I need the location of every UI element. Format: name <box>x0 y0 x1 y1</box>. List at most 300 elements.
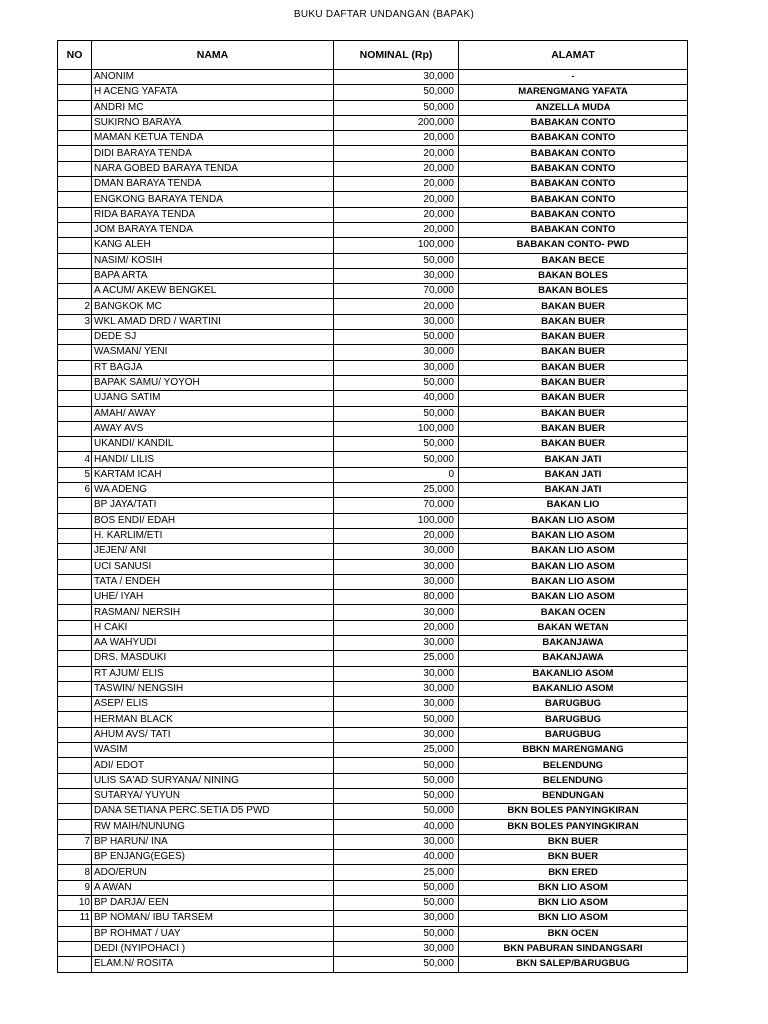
cell-nama: BOS ENDI/ EDAH <box>92 513 334 528</box>
cell-nominal: 20,000 <box>334 131 459 146</box>
cell-nama: RIDA BARAYA TENDA <box>92 207 334 222</box>
cell-nominal: 25,000 <box>334 865 459 880</box>
cell-no <box>58 819 92 834</box>
table-row <box>58 788 688 803</box>
table-row <box>58 865 688 880</box>
cell-no <box>58 559 92 574</box>
cell-alamat: BBKN MARENGMANG <box>459 743 688 758</box>
cell-no <box>58 544 92 559</box>
table-row <box>58 483 688 498</box>
table-row <box>58 284 688 299</box>
table-row <box>58 666 688 681</box>
cell-nominal: 20,000 <box>334 528 459 543</box>
cell-nama: ANDRI MC <box>92 100 334 115</box>
header-no: NO <box>58 41 92 70</box>
cell-nama: TASWIN/ NENGSIH <box>92 681 334 696</box>
cell-alamat: BKN BOLES PANYINGKIRAN <box>459 819 688 834</box>
table-row <box>58 330 688 345</box>
table-row <box>58 911 688 926</box>
cell-alamat: BAKAN BUER <box>459 437 688 452</box>
table-row <box>58 406 688 421</box>
cell-alamat: BELENDUNG <box>459 773 688 788</box>
cell-no: 7 <box>58 834 92 849</box>
cell-nominal: 20,000 <box>334 299 459 314</box>
cell-alamat: BAKAN LIO <box>459 498 688 513</box>
table-row <box>58 590 688 605</box>
cell-nominal: 30,000 <box>334 697 459 712</box>
table-row <box>58 544 688 559</box>
table-row <box>58 391 688 406</box>
table-row <box>58 712 688 727</box>
cell-no <box>58 391 92 406</box>
cell-alamat: BKN ERED <box>459 865 688 880</box>
table-row <box>58 146 688 161</box>
cell-no <box>58 421 92 436</box>
cell-nominal: 50,000 <box>334 406 459 421</box>
cell-alamat: BAKANLIO ASOM <box>459 681 688 696</box>
cell-nama: RT BAGJA <box>92 360 334 375</box>
cell-nama: ELAM.N/ ROSITA <box>92 957 334 972</box>
table-row <box>58 834 688 849</box>
cell-nama: JOM BARAYA TENDA <box>92 222 334 237</box>
cell-nama: KARTAM ICAH <box>92 467 334 482</box>
cell-alamat: BAKAN LIO ASOM <box>459 528 688 543</box>
cell-no <box>58 957 92 972</box>
cell-no <box>58 330 92 345</box>
cell-nama: BAPA ARTA <box>92 268 334 283</box>
cell-nominal: 30,000 <box>334 345 459 360</box>
cell-nominal: 50,000 <box>334 926 459 941</box>
cell-alamat: BABAKAN CONTO <box>459 177 688 192</box>
table-row <box>58 437 688 452</box>
cell-nama: MAMAN KETUA TENDA <box>92 131 334 146</box>
table-row <box>58 299 688 314</box>
cell-nama: HERMAN BLACK <box>92 712 334 727</box>
cell-nama: SUKIRNO BARAYA <box>92 115 334 130</box>
cell-nominal: 30,000 <box>334 727 459 742</box>
cell-no <box>58 177 92 192</box>
cell-nominal: 20,000 <box>334 192 459 207</box>
cell-alamat: BKN BUER <box>459 834 688 849</box>
cell-nama: AHUM AVS/ TATI <box>92 727 334 742</box>
table-row <box>58 574 688 589</box>
cell-nama: BP JAYA/TATI <box>92 498 334 513</box>
cell-alamat: BAKANJAWA <box>459 651 688 666</box>
cell-alamat: - <box>459 70 688 85</box>
cell-nominal: 20,000 <box>334 207 459 222</box>
cell-alamat: BAKAN BUER <box>459 391 688 406</box>
table-row <box>58 314 688 329</box>
cell-no <box>58 605 92 620</box>
cell-nominal: 50,000 <box>334 452 459 467</box>
cell-nominal: 25,000 <box>334 483 459 498</box>
cell-no: 5 <box>58 467 92 482</box>
cell-no <box>58 100 92 115</box>
cell-nama: A ACUM/ AKEW BENGKEL <box>92 284 334 299</box>
table-row <box>58 773 688 788</box>
cell-no <box>58 681 92 696</box>
cell-alamat: MARENGMANG YAFATA <box>459 85 688 100</box>
cell-alamat: BAKAN BUER <box>459 314 688 329</box>
cell-nama: AMAH/ AWAY <box>92 406 334 421</box>
cell-no <box>58 850 92 865</box>
cell-alamat: BKN SALEP/BARUGBUG <box>459 957 688 972</box>
cell-nama: RASMAN/ NERSIH <box>92 605 334 620</box>
table-row <box>58 896 688 911</box>
cell-no <box>58 70 92 85</box>
cell-nama: BP HARUN/ INA <box>92 834 334 849</box>
cell-nama: ADI/ EDOT <box>92 758 334 773</box>
cell-nominal: 50,000 <box>334 896 459 911</box>
cell-alamat: BAKANJAWA <box>459 635 688 650</box>
table-row <box>58 70 688 85</box>
table-row <box>58 957 688 972</box>
cell-nominal: 30,000 <box>334 314 459 329</box>
cell-alamat: BAKAN LIO ASOM <box>459 590 688 605</box>
table-row <box>58 421 688 436</box>
cell-alamat: BAKAN BUER <box>459 299 688 314</box>
cell-nama: H. KARLIM/ETI <box>92 528 334 543</box>
cell-nama: BP ENJANG(EGES) <box>92 850 334 865</box>
cell-alamat: BAKAN BUER <box>459 345 688 360</box>
cell-nama: DMAN BARAYA TENDA <box>92 177 334 192</box>
cell-nominal: 70,000 <box>334 498 459 513</box>
table-row <box>58 161 688 176</box>
cell-nama: BP NOMAN/ IBU TARSEM <box>92 911 334 926</box>
cell-alamat: BABAKAN CONTO <box>459 207 688 222</box>
cell-no <box>58 743 92 758</box>
table-row <box>58 100 688 115</box>
table-row <box>58 651 688 666</box>
cell-alamat: BABAKAN CONTO <box>459 115 688 130</box>
table-row <box>58 819 688 834</box>
cell-no <box>58 345 92 360</box>
cell-nama: ENGKONG BARAYA TENDA <box>92 192 334 207</box>
cell-no: 6 <box>58 483 92 498</box>
cell-no <box>58 697 92 712</box>
page-title: BUKU DAFTAR UNDANGAN (BAPAK) <box>293 9 475 20</box>
cell-no <box>58 513 92 528</box>
table-row <box>58 375 688 390</box>
cell-no <box>58 146 92 161</box>
cell-nama: WASIM <box>92 743 334 758</box>
table-row <box>58 620 688 635</box>
cell-alamat: BABAKAN CONTO <box>459 222 688 237</box>
cell-nominal: 30,000 <box>334 635 459 650</box>
cell-no <box>58 161 92 176</box>
cell-alamat: BARUGBUG <box>459 712 688 727</box>
cell-alamat: BELENDUNG <box>459 758 688 773</box>
cell-nominal: 30,000 <box>334 911 459 926</box>
cell-alamat: BAKAN JATI <box>459 467 688 482</box>
cell-alamat: BAKAN LIO ASOM <box>459 544 688 559</box>
cell-nama: DIDI BARAYA TENDA <box>92 146 334 161</box>
cell-nominal: 100,000 <box>334 421 459 436</box>
cell-alamat: BKN LIO ASOM <box>459 880 688 895</box>
cell-nominal: 0 <box>334 467 459 482</box>
cell-no: 2 <box>58 299 92 314</box>
cell-no: 10 <box>58 896 92 911</box>
cell-nominal: 20,000 <box>334 177 459 192</box>
cell-no <box>58 712 92 727</box>
cell-nominal: 50,000 <box>334 773 459 788</box>
table-row <box>58 559 688 574</box>
cell-no <box>58 284 92 299</box>
table-row <box>58 804 688 819</box>
cell-no <box>58 620 92 635</box>
cell-nama: WASMAN/ YENI <box>92 345 334 360</box>
cell-alamat: BAKAN BUER <box>459 421 688 436</box>
table-row <box>58 635 688 650</box>
table-row <box>58 452 688 467</box>
cell-nominal: 100,000 <box>334 513 459 528</box>
cell-nominal: 25,000 <box>334 743 459 758</box>
cell-alamat: BAKAN OCEN <box>459 605 688 620</box>
cell-nominal: 50,000 <box>334 758 459 773</box>
table-row <box>58 941 688 956</box>
header-nominal: NOMINAL (Rp) <box>334 41 459 70</box>
cell-nama: JEJEN/ ANI <box>92 544 334 559</box>
table-row <box>58 513 688 528</box>
cell-alamat: BKN OCEN <box>459 926 688 941</box>
cell-nominal: 50,000 <box>334 804 459 819</box>
cell-nama: H CAKI <box>92 620 334 635</box>
cell-nama: A AWAN <box>92 880 334 895</box>
cell-no <box>58 574 92 589</box>
cell-nama: UCI SANUSI <box>92 559 334 574</box>
cell-no <box>58 115 92 130</box>
cell-nama: NASIM/ KOSIH <box>92 253 334 268</box>
cell-nominal: 20,000 <box>334 222 459 237</box>
cell-alamat: BAKANLIO ASOM <box>459 666 688 681</box>
table-row <box>58 528 688 543</box>
cell-no <box>58 253 92 268</box>
cell-no <box>58 238 92 253</box>
cell-nominal: 30,000 <box>334 605 459 620</box>
table-row <box>58 758 688 773</box>
cell-nominal: 80,000 <box>334 590 459 605</box>
cell-alamat: BAKAN BUER <box>459 330 688 345</box>
table-row <box>58 192 688 207</box>
cell-nama: RW MAIH/NUNUNG <box>92 819 334 834</box>
cell-no <box>58 773 92 788</box>
table-body <box>58 70 688 973</box>
cell-no <box>58 268 92 283</box>
cell-alamat: BAKAN JATI <box>459 483 688 498</box>
table-row <box>58 467 688 482</box>
cell-nominal: 70,000 <box>334 284 459 299</box>
table-row <box>58 115 688 130</box>
cell-alamat: BKN LIO ASOM <box>459 896 688 911</box>
table-row <box>58 850 688 865</box>
cell-alamat: BABAKAN CONTO- PWD <box>459 238 688 253</box>
cell-nama: UJANG SATIM <box>92 391 334 406</box>
cell-alamat: BABAKAN CONTO <box>459 146 688 161</box>
cell-nominal: 30,000 <box>334 360 459 375</box>
cell-nama: KANG ALEH <box>92 238 334 253</box>
cell-alamat: BAKAN BUER <box>459 375 688 390</box>
cell-alamat: BAKAN WETAN <box>459 620 688 635</box>
cell-alamat: BKN PABURAN SINDANGSARI <box>459 941 688 956</box>
cell-nama: AWAY AVS <box>92 421 334 436</box>
cell-nominal: 30,000 <box>334 574 459 589</box>
cell-nama: UKANDI/ KANDIL <box>92 437 334 452</box>
cell-alamat: BAKAN BOLES <box>459 284 688 299</box>
table-row <box>58 697 688 712</box>
cell-alamat: BAKAN LIO ASOM <box>459 574 688 589</box>
cell-alamat: ANZELLA MUDA <box>459 100 688 115</box>
cell-alamat: BAKAN BOLES <box>459 268 688 283</box>
cell-no <box>58 85 92 100</box>
header-nama: NAMA <box>92 41 334 70</box>
cell-nama: WKL AMAD DRD / WARTINI <box>92 314 334 329</box>
table-row <box>58 743 688 758</box>
cell-nominal: 40,000 <box>334 391 459 406</box>
cell-nominal: 30,000 <box>334 70 459 85</box>
table-row <box>58 345 688 360</box>
cell-nama: DEDE SJ <box>92 330 334 345</box>
cell-nama: ANONIM <box>92 70 334 85</box>
cell-alamat: BAKAN LIO ASOM <box>459 559 688 574</box>
table-row <box>58 880 688 895</box>
table-row <box>58 926 688 941</box>
cell-nominal: 30,000 <box>334 681 459 696</box>
table-row <box>58 727 688 742</box>
cell-nominal: 30,000 <box>334 941 459 956</box>
cell-no: 8 <box>58 865 92 880</box>
cell-nama: NARA GOBED BARAYA TENDA <box>92 161 334 176</box>
cell-nominal: 50,000 <box>334 100 459 115</box>
cell-no <box>58 758 92 773</box>
cell-nominal: 40,000 <box>334 850 459 865</box>
table-row <box>58 85 688 100</box>
cell-nominal: 50,000 <box>334 437 459 452</box>
cell-no: 4 <box>58 452 92 467</box>
cell-no <box>58 131 92 146</box>
cell-nominal: 50,000 <box>334 85 459 100</box>
table-row <box>58 238 688 253</box>
cell-nominal: 30,000 <box>334 268 459 283</box>
cell-nama: ULIS SA'AD SURYANA/ NINING <box>92 773 334 788</box>
cell-nominal: 50,000 <box>334 788 459 803</box>
cell-no <box>58 375 92 390</box>
cell-nama: WA ADENG <box>92 483 334 498</box>
cell-alamat: BABAKAN CONTO <box>459 161 688 176</box>
cell-no: 9 <box>58 880 92 895</box>
cell-nama: DEDI (NYIPOHACI ) <box>92 941 334 956</box>
cell-nama: ADO/ERUN <box>92 865 334 880</box>
cell-nominal: 50,000 <box>334 375 459 390</box>
cell-no <box>58 207 92 222</box>
cell-nominal: 200,000 <box>334 115 459 130</box>
table-row <box>58 360 688 375</box>
cell-alamat: BKN BUER <box>459 850 688 865</box>
cell-nominal: 50,000 <box>334 712 459 727</box>
cell-no <box>58 360 92 375</box>
cell-no <box>58 804 92 819</box>
cell-no <box>58 192 92 207</box>
table-row <box>58 222 688 237</box>
cell-no <box>58 528 92 543</box>
cell-nominal: 30,000 <box>334 834 459 849</box>
cell-no <box>58 926 92 941</box>
cell-nama: H ACENG YAFATA <box>92 85 334 100</box>
cell-no <box>58 651 92 666</box>
cell-no <box>58 222 92 237</box>
table-row <box>58 131 688 146</box>
guest-table <box>57 40 688 973</box>
cell-nama: TATA / ENDEH <box>92 574 334 589</box>
cell-no: 11 <box>58 911 92 926</box>
cell-alamat: BABAKAN CONTO <box>459 192 688 207</box>
cell-no <box>58 941 92 956</box>
cell-alamat: BAKAN BUER <box>459 360 688 375</box>
table-row <box>58 207 688 222</box>
cell-nama: HANDI/ LILIS <box>92 452 334 467</box>
header-alamat: ALAMAT <box>459 41 688 70</box>
cell-nama: UHE/ IYAH <box>92 590 334 605</box>
cell-nominal: 50,000 <box>334 880 459 895</box>
table-row <box>58 177 688 192</box>
cell-no <box>58 498 92 513</box>
cell-nominal: 30,000 <box>334 666 459 681</box>
table-row <box>58 253 688 268</box>
cell-nama: BP DARJA/ EEN <box>92 896 334 911</box>
cell-nama: AA WAHYUDI <box>92 635 334 650</box>
cell-nama: RT AJUM/ ELIS <box>92 666 334 681</box>
cell-no: 3 <box>58 314 92 329</box>
cell-no <box>58 635 92 650</box>
cell-alamat: BABAKAN CONTO <box>459 131 688 146</box>
cell-alamat: BAKAN BECE <box>459 253 688 268</box>
cell-alamat: BKN LIO ASOM <box>459 911 688 926</box>
table-row <box>58 498 688 513</box>
cell-nominal: 20,000 <box>334 146 459 161</box>
cell-no <box>58 788 92 803</box>
table-row <box>58 605 688 620</box>
cell-no <box>58 406 92 421</box>
cell-nominal: 50,000 <box>334 330 459 345</box>
cell-alamat: BAKAN BUER <box>459 406 688 421</box>
cell-alamat: BAKAN LIO ASOM <box>459 513 688 528</box>
cell-nominal: 50,000 <box>334 957 459 972</box>
cell-nama: ASEP/ ELIS <box>92 697 334 712</box>
cell-nama: DANA SETIANA PERC.SETIA D5 PWD <box>92 804 334 819</box>
cell-alamat: BAKAN JATI <box>459 452 688 467</box>
cell-nominal: 30,000 <box>334 559 459 574</box>
cell-nominal: 25,000 <box>334 651 459 666</box>
cell-nama: BANGKOK MC <box>92 299 334 314</box>
cell-nama: SUTARYA/ YUYUN <box>92 788 334 803</box>
cell-alamat: BARUGBUG <box>459 727 688 742</box>
cell-alamat: BKN BOLES PANYINGKIRAN <box>459 804 688 819</box>
cell-nama: BAPAK SAMU/ YOYOH <box>92 375 334 390</box>
cell-nominal: 30,000 <box>334 544 459 559</box>
cell-no <box>58 437 92 452</box>
cell-nama: BP ROHMAT / UAY <box>92 926 334 941</box>
cell-nominal: 20,000 <box>334 161 459 176</box>
cell-no <box>58 666 92 681</box>
cell-alamat: BENDUNGAN <box>459 788 688 803</box>
cell-nominal: 20,000 <box>334 620 459 635</box>
table-row <box>58 681 688 696</box>
cell-nominal: 50,000 <box>334 253 459 268</box>
cell-nominal: 40,000 <box>334 819 459 834</box>
cell-nama: DRS. MASDUKI <box>92 651 334 666</box>
cell-alamat: BARUGBUG <box>459 697 688 712</box>
cell-no <box>58 727 92 742</box>
cell-no <box>58 590 92 605</box>
